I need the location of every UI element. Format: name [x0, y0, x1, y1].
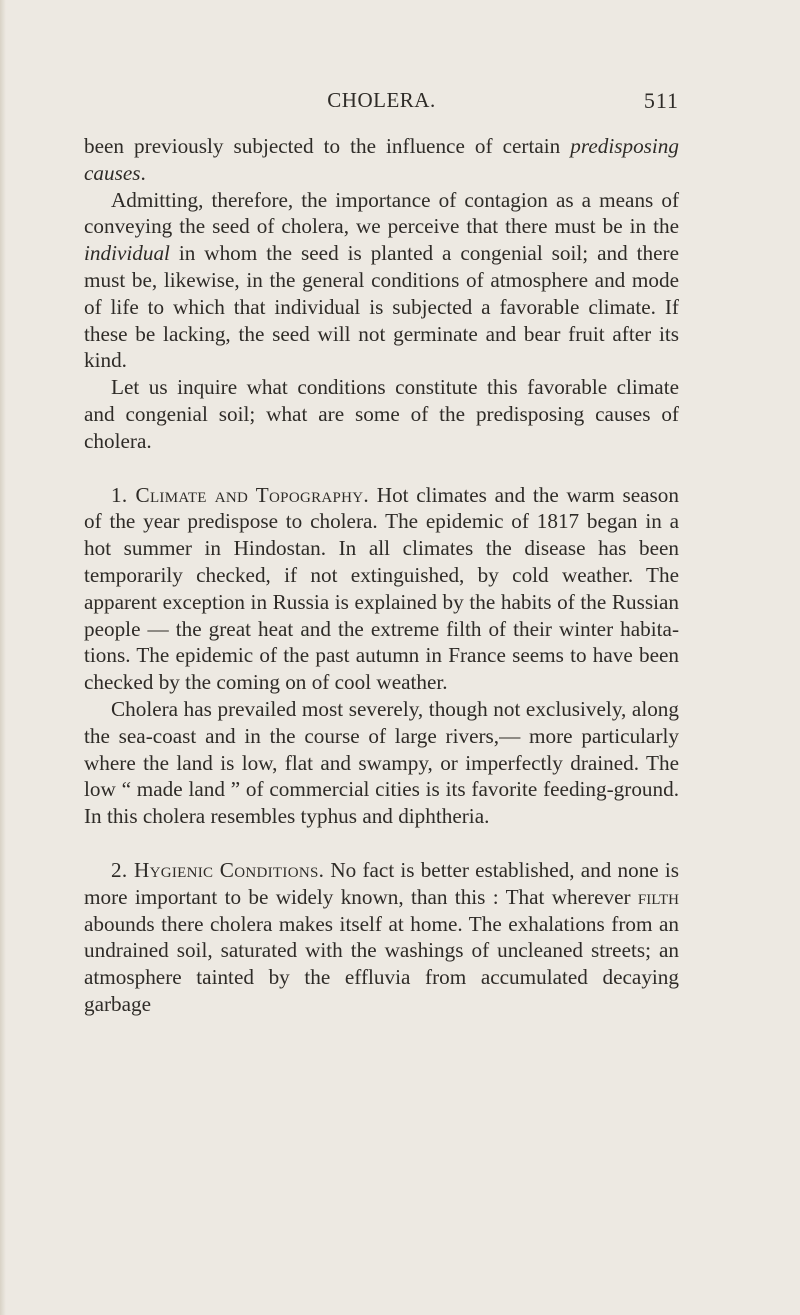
paragraph-3: Let us inquire what conditions constitute this favorable climate and congenial soil; what are some of the predisposing causes of cholera.	[84, 375, 679, 453]
section-heading-climate: 1. Climate and Topography.	[111, 482, 370, 507]
paragraph-2-text-end: in whom the seed is planted a congenial soil; and there must be, likewise, in the general conditions of atmosphere and mode of life to which that individual is subjected a favorable climate. If these be lacking, the seed will not germinate and bear fruit after its kind.	[84, 241, 679, 373]
paragraph-5: Cholera has prevailed most severely, though not exclusively, along the sea-coast and in the course of large rivers,— more particularly where the land is low, flat and swampy, or imperfectly drained. The low “ made land ” of commercial cities is its favorite feeding-ground. In this cholera resembles typhus and diphtheria.	[84, 696, 679, 829]
page-header	[84, 88, 679, 118]
running-head: CHOLERA.	[327, 88, 436, 112]
paragraph-2-emphasis: individual	[84, 241, 170, 266]
paragraph-6-emphasis: filth	[637, 884, 679, 909]
paragraph-6-text: No fact is better established, and none is more important to be widely known, than this : That wherever	[84, 857, 679, 909]
page-number: 511	[643, 88, 679, 113]
paragraph-1-text: been previously subjected to the influence of certain	[84, 134, 571, 158]
paragraph-1-emphasis: predisposing causes	[84, 134, 679, 185]
paragraph-2-text: Admitting, therefore, the importance of contagion as a means of conveying the seed of cholera, we perceive that there must be in the	[84, 187, 679, 239]
paragraph-6	[84, 857, 679, 1018]
section-heading-hygienic: 2. Hygienic Conditions.	[111, 857, 325, 882]
paragraph-4-text: Hot climates and the warm season of the year predispose to cholera. The epidemic of 1817 began in a hot summer in Hindostan. In all climates the disease has been temporarily checked, if not extinguished, by cold weather. The apparent exception in Russia is explained by the habits of the Russian people — the great heat and the extreme filth of their winter habitations. The epidemic of the past autumn in France seems to have been checked by the coming on of cool weather.	[84, 482, 679, 695]
paragraph-1	[84, 133, 679, 187]
body-text	[84, 133, 679, 1018]
paragraph-4	[84, 482, 679, 696]
paragraph-6-text-end: abounds there cholera makes itself at home. The exhalations from an undrained soil, saturated with the washings of uncleaned streets; an atmosphere tainted by the effluvia from accumulated decaying garbage	[84, 911, 679, 1016]
paragraph-1-text-end: .	[140, 160, 146, 185]
paragraph-2	[84, 187, 679, 375]
page-edge-shadow	[0, 0, 6, 1315]
